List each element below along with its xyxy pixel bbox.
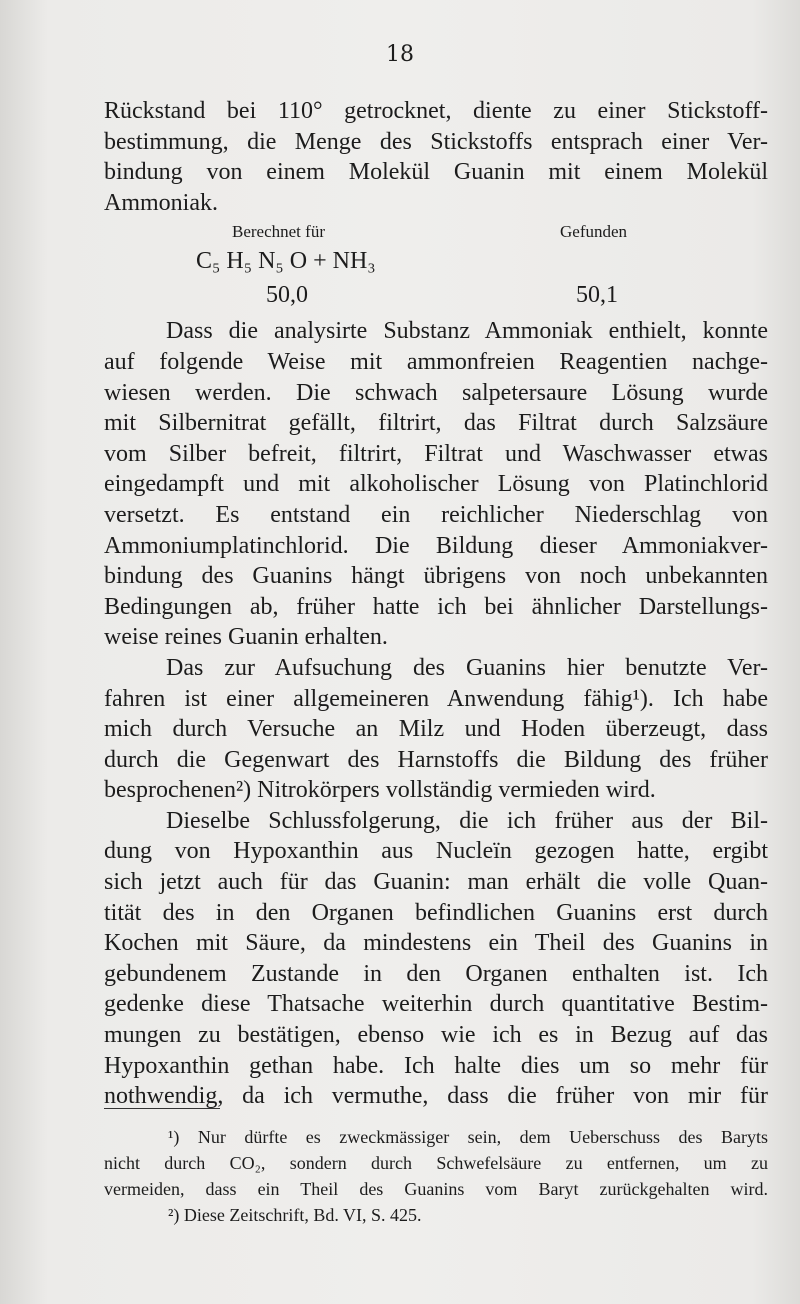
text-line: Ammoniumplatinchlorid. Die Bildung dieser Ammoniakver- <box>104 532 768 559</box>
footnote-line: ¹) Nur dürfte es zweckmässiger sein, dem Ueberschuss des Baryts <box>168 1127 768 1147</box>
found-header: Gefunden <box>560 222 628 242</box>
chemical-formula: C₅ H₅ N₅ O + NH₃ <box>196 248 376 275</box>
text-line: vom Silber befreit, filtrirt, Filtrat und Waschwasser etwas <box>104 440 768 467</box>
result-table-header <box>104 218 768 246</box>
text-line: Kochen mit Säure, da mindestens ein Theil des Guanins in <box>104 930 768 957</box>
body-text <box>104 96 768 1112</box>
text-line: Rückstand bei 110° getrocknet, diente zu einer Stickstoff- <box>104 98 768 124</box>
text-line: Bedingungen ab, früher hatte ich bei ähnlicher Darstellungs- <box>104 593 768 620</box>
values-row <box>104 280 768 316</box>
text-line: Ammoniak. <box>104 189 218 216</box>
text-line: mit Silbernitrat gefällt, filtrirt, das Filtrat durch Salzsäure <box>104 410 768 437</box>
footnote-separator <box>104 1108 220 1109</box>
text-line: mich durch Versuche an Milz und Hoden überzeugt, dass <box>104 716 768 743</box>
text-line: eingedampft und mit alkoholischer Lösung von Platinchlorid <box>104 471 768 498</box>
text-line: gebundenem Zustande in den Organen enthalten ist. Ich <box>104 960 768 987</box>
footnote-line: ²) Diese Zeitschrift, Bd. VI, S. 425. <box>168 1205 422 1225</box>
text-line: weise reines Guanin erhalten. <box>104 624 388 651</box>
text-line: fahren ist einer allgemeineren Anwendung fähig¹). Ich habe <box>104 685 768 712</box>
text-line: Dieselbe Schlussfolgerung, die ich früher aus der Bil- <box>166 807 768 834</box>
text-line: bestimmung, die Menge des Stickstoffs entsprach einer Ver- <box>104 128 768 155</box>
found-value: 50,1 <box>576 282 618 309</box>
paragraph-1 <box>104 96 768 218</box>
page-number: 18 <box>386 42 414 67</box>
footnote-line: nicht durch CO₂, sondern durch Schwefelsäure zu entfernen, um zu <box>104 1153 768 1173</box>
text-line: tität des in den Organen befindlichen Guanins erst durch <box>104 899 768 926</box>
footnote-line: vermeiden, dass ein Theil des Guanins vom Baryt zurückgehalten wird. <box>104 1179 768 1199</box>
text-line: versetzt. Es entstand ein reichlicher Niederschlag von <box>104 501 768 528</box>
text-line: wiesen werden. Die schwach salpetersaure Lösung wurde <box>104 379 768 406</box>
footnotes <box>104 1124 768 1228</box>
paragraph-3 <box>104 653 768 806</box>
paragraph-2 <box>104 316 768 653</box>
text-line: mungen zu bestätigen, ebenso wie ich es in Bezug auf das <box>104 1022 768 1049</box>
text-line: dung von Hypoxanthin aus Nucleïn gezogen hatte, ergibt <box>104 838 768 865</box>
text-line: Hypoxanthin gethan habe. Ich halte dies um so mehr für <box>104 1052 768 1079</box>
text-line: auf folgende Weise mit ammonfreien Reagentien nachge- <box>104 348 768 375</box>
text-line: Dass die analysirte Substanz Ammoniak enthielt, konnte <box>166 318 768 345</box>
text-line: durch die Gegenwart des Harnstoffs die Bildung des früher <box>104 746 768 773</box>
text-line: Das zur Aufsuchung des Guanins hier benutzte Ver- <box>166 654 768 681</box>
text-line: bindung des Guanins hängt übrigens von noch unbekannten <box>104 563 768 590</box>
text-line: nothwendig, da ich vermuthe, dass die früher von mir für <box>104 1083 768 1110</box>
text-line: bindung von einem Molekül Guanin mit einem Molekül <box>104 159 768 186</box>
text-line: gedenke diese Thatsache weiterhin durch quantitative Bestim- <box>104 991 768 1018</box>
text-line: sich jetzt auch für das Guanin: man erhält die volle Quan- <box>104 869 768 896</box>
text-line: besprochenen²) Nitrokörpers vollständig vermieden wird. <box>104 777 656 804</box>
calculated-header: Berechnet für <box>232 222 325 242</box>
paragraph-4 <box>104 806 768 1112</box>
formula-row <box>104 246 768 280</box>
calculated-value: 50,0 <box>266 282 308 309</box>
